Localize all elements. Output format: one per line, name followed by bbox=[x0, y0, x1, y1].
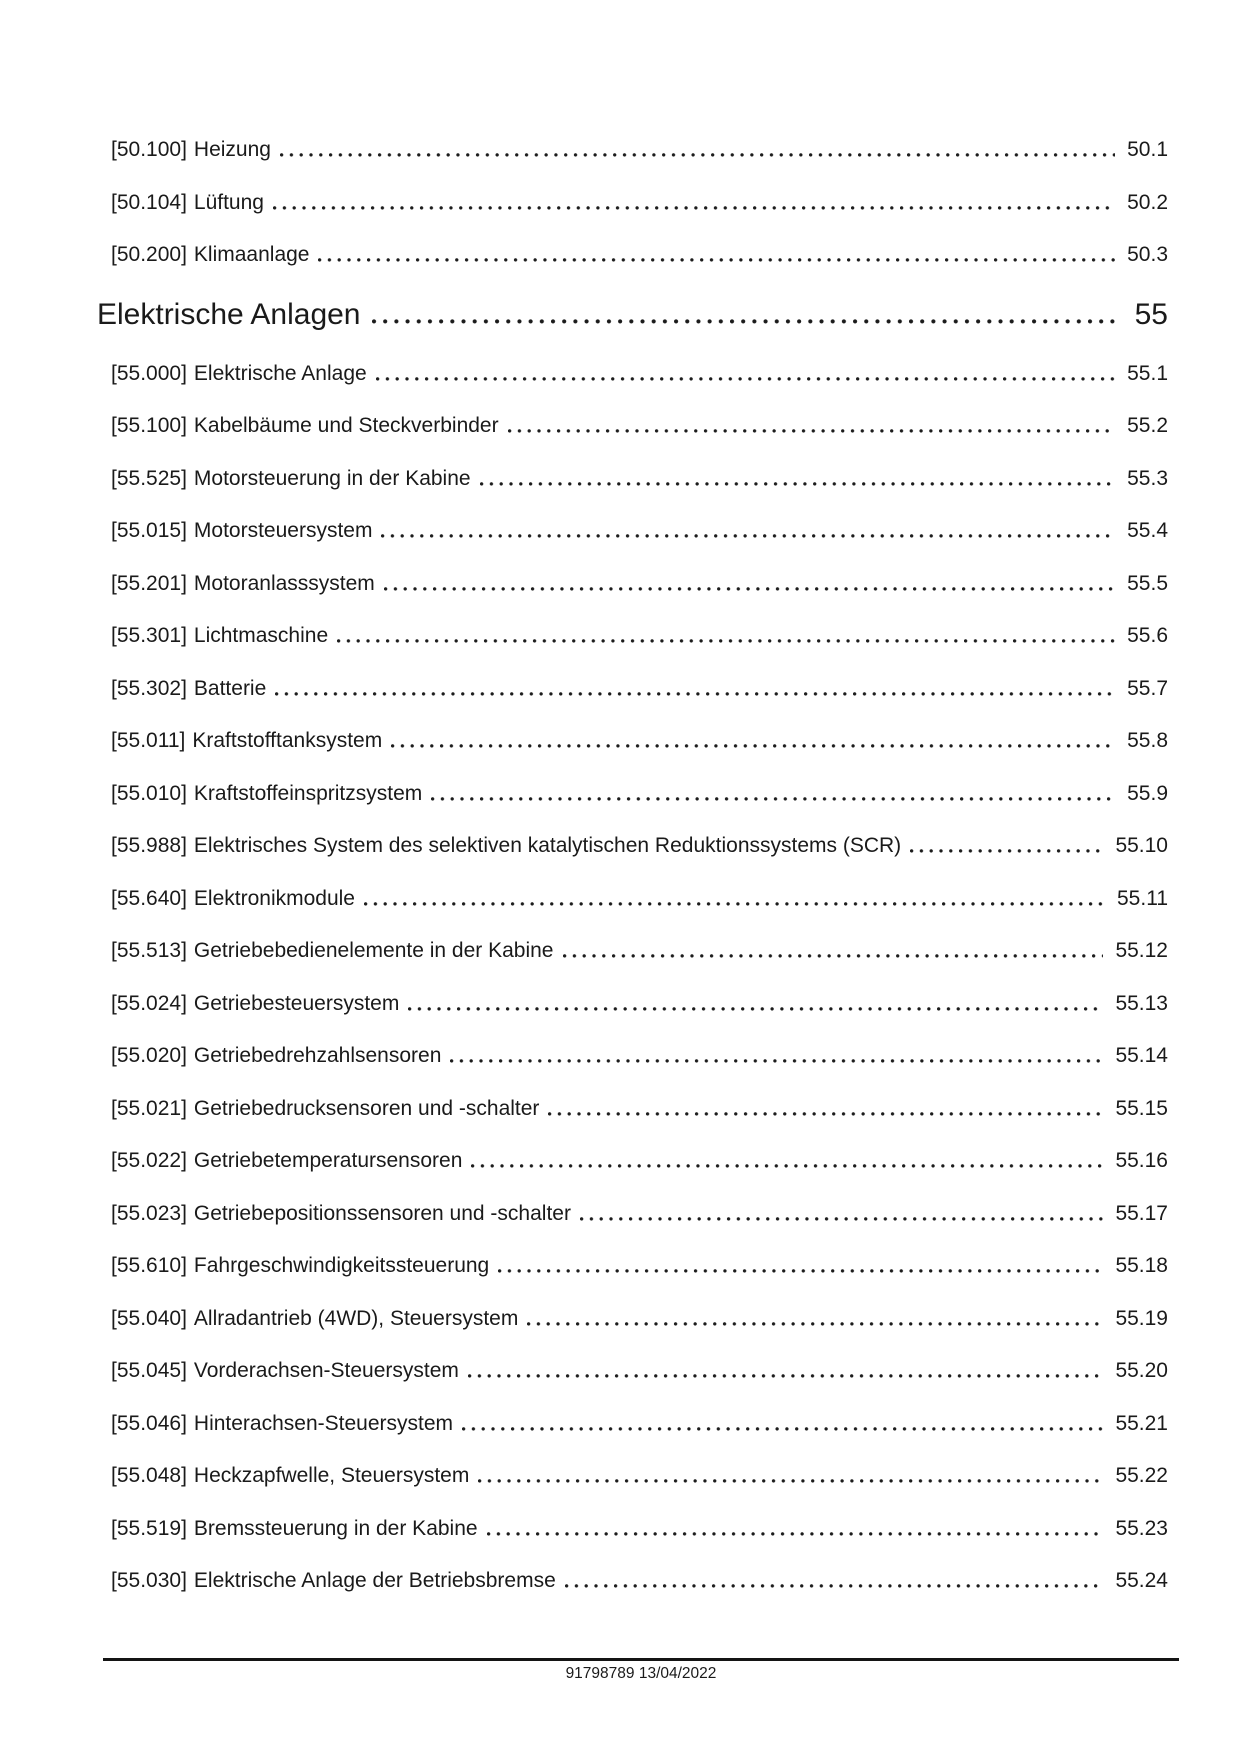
toc-entry bbox=[97, 453, 1168, 506]
entry-title: Batterie bbox=[193, 676, 267, 700]
toc-entry bbox=[97, 1240, 1168, 1293]
entry-title: Motorsteuersystem bbox=[193, 519, 373, 543]
entry-code: [50.200] bbox=[111, 243, 187, 267]
toc-entry bbox=[97, 400, 1168, 453]
entry-page-number: 55.16 bbox=[1115, 1149, 1168, 1173]
dot-leader bbox=[376, 377, 1115, 381]
entry-code: [55.023] bbox=[111, 1201, 187, 1225]
entry-code: [55.302] bbox=[111, 676, 187, 700]
entry-code: [55.045] bbox=[111, 1359, 187, 1383]
dot-leader bbox=[508, 429, 1116, 433]
entry-title: Bremssteuerung in der Kabine bbox=[193, 1516, 478, 1540]
dot-leader bbox=[563, 954, 1104, 958]
entry-code: [55.301] bbox=[111, 624, 187, 648]
entry-title: Elektronikmodule bbox=[193, 886, 355, 910]
entry-page-number: 55.20 bbox=[1115, 1359, 1168, 1383]
entry-title: Getriebesteuersystem bbox=[193, 991, 400, 1015]
entry-page-number: 55.10 bbox=[1115, 834, 1168, 858]
toc-entry bbox=[97, 715, 1168, 768]
toc-entry bbox=[97, 663, 1168, 716]
entry-title: Heizung bbox=[193, 138, 271, 162]
entry-code: [50.104] bbox=[111, 190, 187, 214]
entry-page-number: 55.24 bbox=[1115, 1569, 1168, 1593]
entry-code: [55.000] bbox=[111, 361, 187, 385]
entry-title: Getriebebedienelemente in der Kabine bbox=[193, 939, 554, 963]
dot-leader bbox=[364, 902, 1105, 906]
section-header-page-number: 55 bbox=[1134, 297, 1168, 331]
toc-entry bbox=[97, 768, 1168, 821]
dot-leader bbox=[275, 692, 1115, 696]
toc-entry bbox=[97, 1345, 1168, 1398]
entry-title: Fahrgeschwindigkeitssteuerung bbox=[193, 1254, 490, 1278]
entry-title: Kraftstofftanksystem bbox=[192, 729, 383, 753]
entry-title: Elektrisches System des selektiven katalytischen Reduktionssystems (SCR) bbox=[193, 834, 902, 858]
entry-code: [55.640] bbox=[111, 886, 187, 910]
toc-entry bbox=[97, 558, 1168, 611]
footer-divider bbox=[103, 1658, 1179, 1661]
dot-leader bbox=[381, 534, 1115, 538]
dot-leader bbox=[471, 1164, 1103, 1168]
footer-doc-info: 91798789 13/04/2022 bbox=[565, 1665, 717, 1682]
entry-page-number: 50.2 bbox=[1127, 190, 1168, 214]
entry-page-number: 55.1 bbox=[1127, 361, 1168, 385]
entry-title: Lüftung bbox=[193, 190, 264, 214]
dot-leader bbox=[468, 1374, 1104, 1378]
entry-title: Kabelbäume und Steckverbinder bbox=[193, 414, 499, 438]
entry-code: [55.030] bbox=[111, 1569, 187, 1593]
entry-page-number: 55.2 bbox=[1127, 414, 1168, 438]
entry-title: Getriebedrucksensoren und -schalter bbox=[193, 1096, 540, 1120]
toc-entry bbox=[97, 1188, 1168, 1241]
entry-code: [55.988] bbox=[111, 834, 187, 858]
entry-title: Elektrische Anlage der Betriebsbremse bbox=[193, 1569, 556, 1593]
dot-leader bbox=[462, 1427, 1103, 1431]
dot-leader bbox=[337, 639, 1115, 643]
entry-page-number: 55.6 bbox=[1127, 624, 1168, 648]
dot-leader bbox=[384, 587, 1115, 591]
entry-page-number: 50.3 bbox=[1127, 243, 1168, 267]
entry-title: Motoranlasssystem bbox=[193, 571, 375, 595]
entry-title: Getriebedrehzahlsensoren bbox=[193, 1044, 442, 1068]
entry-title: Elektrische Anlage bbox=[193, 361, 367, 385]
dot-leader bbox=[273, 206, 1115, 210]
dot-leader bbox=[487, 1532, 1104, 1536]
toc-entry bbox=[97, 348, 1168, 401]
toc-entry bbox=[97, 1030, 1168, 1083]
entry-title: Getriebepositionssensoren und -schalter bbox=[193, 1201, 571, 1225]
entry-code: [55.048] bbox=[111, 1464, 187, 1488]
entry-code: [55.021] bbox=[111, 1096, 187, 1120]
entry-page-number: 50.1 bbox=[1127, 138, 1168, 162]
toc-entry bbox=[97, 1450, 1168, 1503]
dot-leader bbox=[318, 258, 1115, 262]
entry-title: Klimaanlage bbox=[193, 243, 310, 267]
entry-code: [55.201] bbox=[111, 571, 187, 595]
toc-entry bbox=[97, 978, 1168, 1031]
toc-entry bbox=[97, 820, 1168, 873]
entry-page-number: 55.9 bbox=[1127, 781, 1168, 805]
entry-title: Lichtmaschine bbox=[193, 624, 329, 648]
entry-page-number: 55.18 bbox=[1115, 1254, 1168, 1278]
dot-leader bbox=[527, 1322, 1103, 1326]
dot-leader bbox=[280, 153, 1115, 157]
entry-page-number: 55.7 bbox=[1127, 676, 1168, 700]
toc-entry bbox=[97, 1293, 1168, 1346]
entry-title: Heckzapfwelle, Steuersystem bbox=[193, 1464, 470, 1488]
entry-page-number: 55.11 bbox=[1117, 886, 1168, 910]
toc-entry bbox=[97, 1398, 1168, 1451]
dot-leader bbox=[478, 1479, 1103, 1483]
entry-code: [55.011] bbox=[111, 729, 186, 753]
entry-page-number: 55.15 bbox=[1115, 1096, 1168, 1120]
entry-page-number: 55.14 bbox=[1115, 1044, 1168, 1068]
entry-code: [55.525] bbox=[111, 466, 187, 490]
entry-title: Getriebetemperatursensoren bbox=[193, 1149, 463, 1173]
dot-leader bbox=[431, 797, 1115, 801]
entry-code: [55.024] bbox=[111, 991, 187, 1015]
entry-code: [55.519] bbox=[111, 1516, 187, 1540]
entry-title: Kraftstoffeinspritzsystem bbox=[193, 781, 423, 805]
entry-page-number: 55.3 bbox=[1127, 466, 1168, 490]
entry-title: Allradantrieb (4WD), Steuersystem bbox=[193, 1306, 519, 1330]
entry-page-number: 55.12 bbox=[1115, 939, 1168, 963]
entry-title: Hinterachsen-Steuersystem bbox=[193, 1411, 454, 1435]
entry-page-number: 55.17 bbox=[1115, 1201, 1168, 1225]
entry-code: [55.046] bbox=[111, 1411, 187, 1435]
toc-entry bbox=[97, 177, 1168, 230]
toc-entry bbox=[97, 610, 1168, 663]
dot-leader bbox=[548, 1112, 1103, 1116]
entry-code: [55.010] bbox=[111, 781, 187, 805]
dot-leader bbox=[565, 1584, 1104, 1588]
entry-page-number: 55.5 bbox=[1127, 571, 1168, 595]
dot-leader bbox=[450, 1059, 1103, 1063]
entry-page-number: 55.4 bbox=[1127, 519, 1168, 543]
toc-entry bbox=[97, 505, 1168, 558]
entry-page-number: 55.22 bbox=[1115, 1464, 1168, 1488]
entry-page-number: 55.8 bbox=[1127, 729, 1168, 753]
dot-leader bbox=[580, 1217, 1103, 1221]
entry-code: [55.513] bbox=[111, 939, 187, 963]
entry-code: [55.610] bbox=[111, 1254, 187, 1278]
toc-list bbox=[97, 124, 1168, 1608]
toc-entry bbox=[97, 1135, 1168, 1188]
entry-title: Vorderachsen-Steuersystem bbox=[193, 1359, 459, 1383]
entry-code: [55.040] bbox=[111, 1306, 187, 1330]
toc-entry bbox=[97, 873, 1168, 926]
entry-code: [55.100] bbox=[111, 414, 187, 438]
entry-title: Motorsteuerung in der Kabine bbox=[193, 466, 471, 490]
toc-entry bbox=[97, 1503, 1168, 1556]
toc-entry bbox=[97, 925, 1168, 978]
entry-page-number: 55.19 bbox=[1115, 1306, 1168, 1330]
toc-section-header bbox=[97, 282, 1168, 348]
toc-entry bbox=[97, 1083, 1168, 1136]
toc-entry bbox=[97, 229, 1168, 282]
entry-page-number: 55.23 bbox=[1115, 1516, 1168, 1540]
entry-page-number: 55.21 bbox=[1115, 1411, 1168, 1435]
dot-leader bbox=[498, 1269, 1103, 1273]
entry-code: [50.100] bbox=[111, 138, 187, 162]
dot-leader bbox=[372, 319, 1117, 324]
dot-leader bbox=[910, 849, 1103, 853]
toc-entry bbox=[97, 124, 1168, 177]
entry-code: [55.022] bbox=[111, 1149, 187, 1173]
entry-page-number: 55.13 bbox=[1115, 991, 1168, 1015]
section-header-title: Elektrische Anlagen bbox=[97, 297, 361, 331]
dot-leader bbox=[480, 482, 1116, 486]
dot-leader bbox=[391, 744, 1115, 748]
entry-code: [55.015] bbox=[111, 519, 187, 543]
toc-entry bbox=[97, 1555, 1168, 1608]
dot-leader bbox=[408, 1007, 1103, 1011]
entry-code: [55.020] bbox=[111, 1044, 187, 1068]
